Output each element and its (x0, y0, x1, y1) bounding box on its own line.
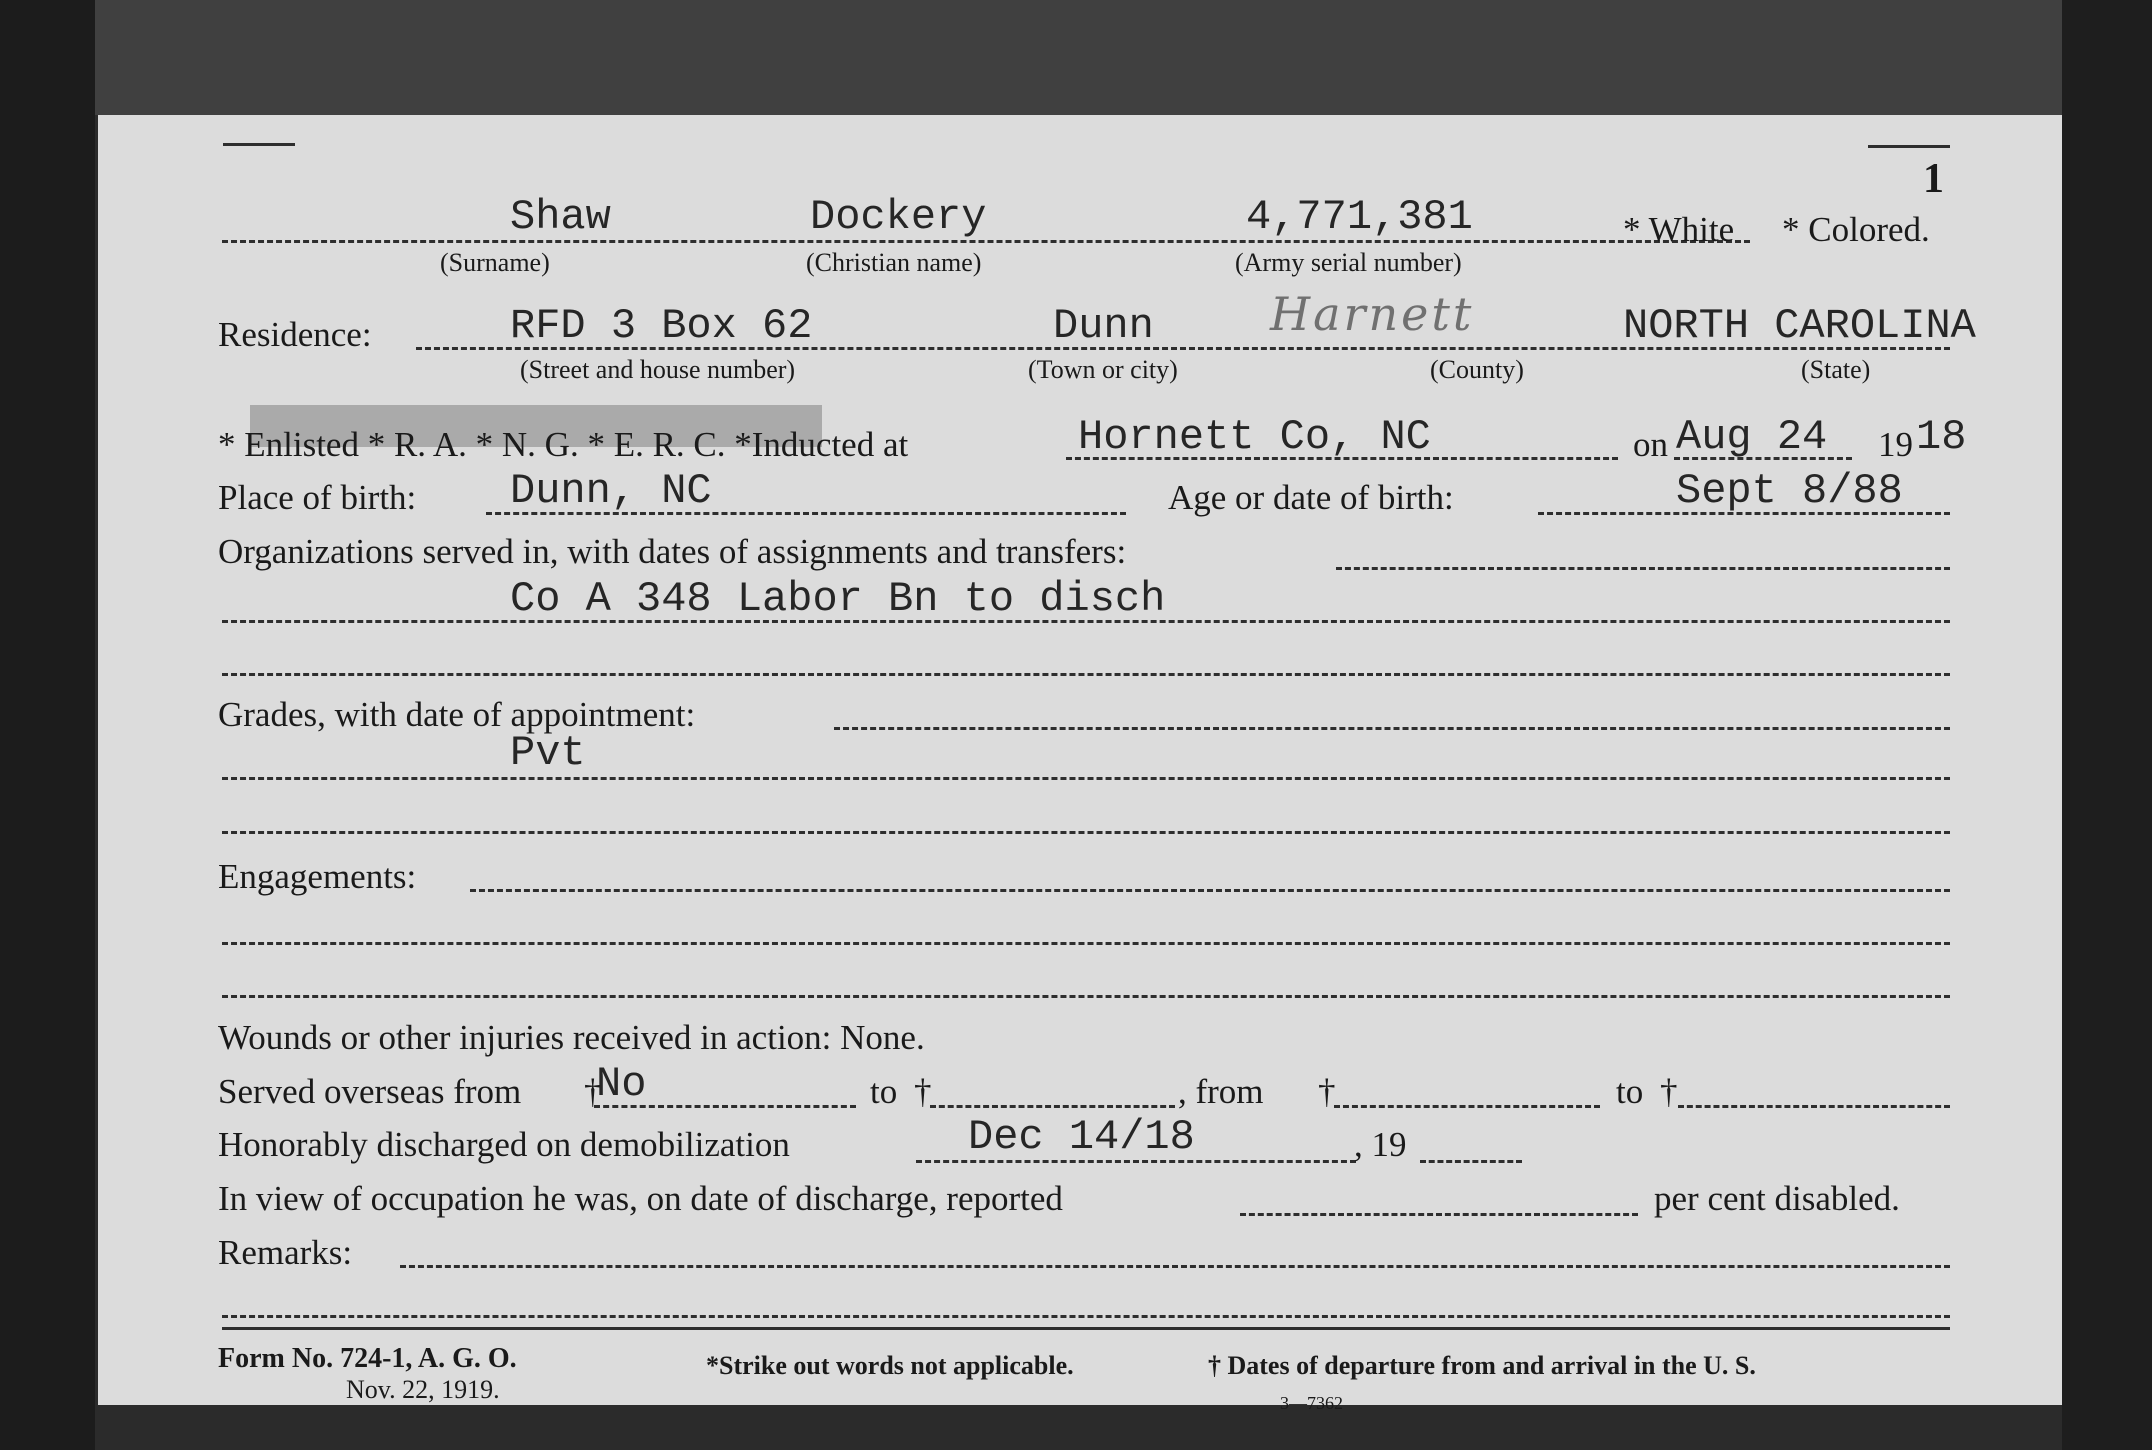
colored-label: * Colored. (1782, 210, 1930, 249)
overseas-from2-label: , from (1178, 1072, 1264, 1111)
dagger-mark-2: † (914, 1072, 932, 1111)
occupation-line (1240, 1213, 1638, 1216)
inducted-place-line (1066, 457, 1618, 460)
discharge-date-line (916, 1160, 1356, 1163)
place-of-birth-label: Place of birth: (218, 478, 417, 517)
wounds-text: Wounds or other injuries received in action: None. (218, 1018, 925, 1057)
year-suffix: 18 (1916, 413, 1967, 461)
overseas-to-label: to (870, 1072, 898, 1111)
organizations-line-3 (222, 673, 1950, 676)
town-caption: (Town or city) (1028, 355, 1178, 384)
overseas-from-line (594, 1105, 856, 1108)
grades-line-2 (222, 777, 1950, 780)
date-of-birth-value: Sept 8/88 (1676, 467, 1903, 515)
discharge-year-line (1420, 1160, 1522, 1163)
top-left-rule (223, 143, 295, 146)
street-caption: (Street and house number) (520, 355, 796, 384)
service-record-card (98, 115, 2062, 1413)
remarks-line-2 (222, 1315, 1950, 1318)
state-caption: (State) (1801, 355, 1871, 384)
year-prefix: 19 (1878, 425, 1913, 464)
residence-label: Residence: (218, 315, 372, 354)
remarks-label: Remarks: (218, 1233, 353, 1272)
dagger-mark-1: † (584, 1072, 602, 1111)
organizations-line-1 (1336, 567, 1950, 570)
card-number: 1 (1923, 156, 1944, 202)
grades-value: Pvt (510, 729, 586, 777)
organizations-label: Organizations served in, with dates of assignments and transfers: (218, 532, 1127, 571)
dates-note: † Dates of departure from and arrival in the U. S. (1208, 1351, 1756, 1380)
overseas-to2-label: to (1616, 1072, 1644, 1111)
inducted-date-value: Aug 24 (1676, 413, 1828, 461)
residence-town-value: Dunn (1053, 302, 1154, 350)
discharge-date-value: Dec 14/18 (968, 1113, 1195, 1161)
occupation-label: In view of occupation he was, on date of discharge, reported (218, 1179, 1063, 1218)
print-code: 3—7362 (1280, 1393, 1343, 1413)
surname-caption: (Surname) (440, 248, 550, 277)
grades-line-1 (834, 727, 1950, 730)
occupation-suffix: per cent disabled. (1654, 1179, 1900, 1218)
enlistment-options: * Enlisted * R. A. * N. G. * E. R. C. *Inducted at (218, 425, 909, 464)
christian-name-caption: (Christian name) (806, 248, 982, 277)
on-label: on (1633, 425, 1668, 464)
serial-number-caption: (Army serial number) (1235, 248, 1462, 277)
date-of-birth-line (1538, 512, 1950, 515)
serial-number-value: 4,771,381 (1246, 193, 1473, 241)
row1-line (222, 240, 1750, 243)
residence-street-value: RFD 3 Box 62 (510, 302, 813, 350)
overseas-label: Served overseas from (218, 1072, 522, 1111)
form-number: Form No. 724-1, A. G. O. (218, 1343, 517, 1374)
organizations-line-2 (222, 620, 1950, 623)
overseas-from-value: No (596, 1060, 647, 1108)
discharge-label: Honorably discharged on demobilization (218, 1125, 790, 1164)
county-caption: (County) (1430, 355, 1524, 384)
dagger-mark-3: † (1318, 1072, 1336, 1111)
surname-value: Shaw (510, 193, 611, 241)
place-of-birth-line (486, 512, 1126, 515)
overseas-from2-line (1334, 1105, 1600, 1108)
scan-border-top (95, 0, 2062, 115)
strike-out-note: *Strike out words not applicable. (706, 1351, 1074, 1380)
form-date: Nov. 22, 1919. (346, 1375, 500, 1404)
christian-name-value: Dockery (810, 193, 987, 241)
overseas-to2-line (1678, 1105, 1950, 1108)
place-of-birth-value: Dunn, NC (510, 467, 712, 515)
residence-state-value: NORTH CAROLINA (1623, 302, 1976, 350)
residence-line (416, 347, 1950, 350)
engagements-line-1 (470, 889, 1950, 892)
inducted-place-value: Hornett Co, NC (1078, 413, 1431, 461)
scan-border-right (2062, 0, 2152, 1450)
engagements-line-2 (222, 942, 1950, 945)
grades-label: Grades, with date of appointment: (218, 695, 696, 734)
dagger-mark-4: † (1660, 1072, 1678, 1111)
engagements-line-3 (222, 995, 1950, 998)
organizations-value: Co A 348 Labor Bn to disch (510, 575, 1166, 623)
bottom-rule (222, 1327, 1950, 1330)
white-label: * White (1623, 210, 1735, 249)
grades-line-3 (222, 831, 1950, 834)
residence-county-value: Harnett (1270, 287, 1475, 341)
inducted-date-line (1674, 457, 1852, 460)
age-label: Age or date of birth: (1168, 478, 1454, 517)
remarks-line-1 (400, 1265, 1950, 1268)
scan-border-left (0, 0, 95, 1450)
engagements-label: Engagements: (218, 857, 417, 896)
top-right-rule (1868, 145, 1950, 148)
discharge-year-label: , 19 (1354, 1125, 1407, 1164)
overseas-to-line (930, 1105, 1175, 1108)
